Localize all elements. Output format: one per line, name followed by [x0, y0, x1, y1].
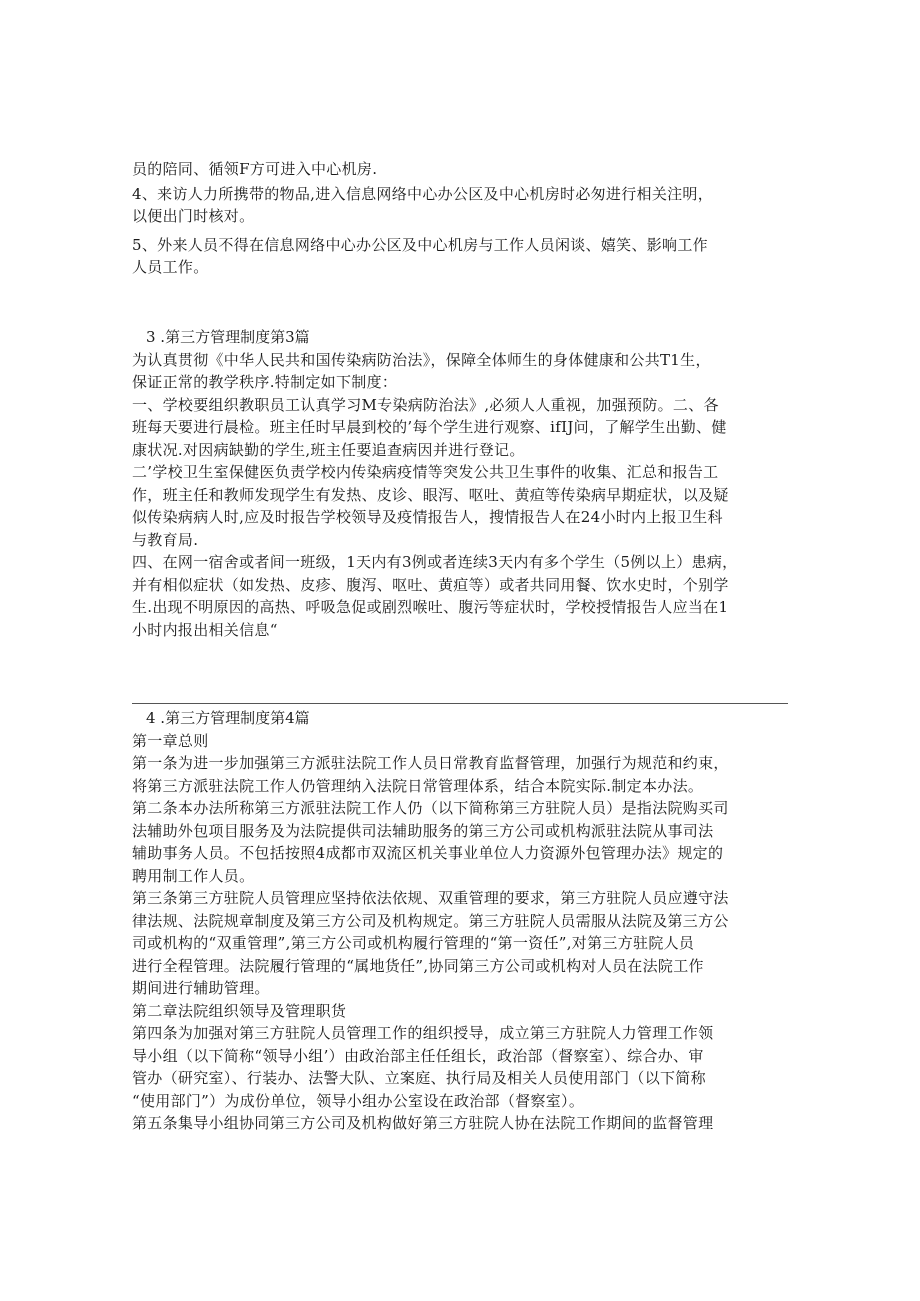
text-line: 二’学校卫生室保健医负责学校内传染病疫情等突发公共卫生事件的收集、汇总和报告工 [132, 463, 719, 481]
text-line: 生.出现不明原因的高热、呼吸急促或剧烈喉吐、腹污等症状时，学校授情报告人应当在1 [132, 598, 729, 616]
text-line: 第二条本办法所称第三方派驻法院工作人仍（以下简称第三方驻院人员）是指法院购买司 [132, 799, 729, 817]
chapter-heading: 第二章法院组织领导及管理职货 [132, 1001, 347, 1020]
section-heading: 4 .第三方管理制度第4篇 [146, 709, 310, 727]
text-line: 管办（研究室）、行装办、法警大队、立案庭、执行局及相关人员使用部门（以下简称 [132, 1069, 706, 1087]
text-line: 小时内报出相关信息“ [132, 620, 278, 639]
text-line: 班每天要进行晨检。班主任时早晨到校的’每个学生进行观察、ifIJ问，了解学生出勤、健 [132, 418, 727, 436]
text-line: 第三条第三方驻院人员管理应坚持依法依规、双重管理的要求，第三方驻院人员应遵守法 [132, 889, 729, 907]
chapter-heading: 第一章总则 [132, 731, 209, 750]
text-line: 4、来访人力所携带的物品,进入信息网络中心办公区及中心机房时必匆进行相关注明， [132, 184, 714, 203]
text-line: 第五条集导小组协同第三方公司及机构做好第三方驻院人协在法院工作期间的监督管理 [132, 1114, 714, 1132]
text-line: 以便出门时核对。 [132, 207, 255, 225]
text-line: 司或机构的“双重管理”,第三方公司或机构履行管理的“第一资任”,对第三方驻院人员 [132, 934, 695, 952]
text-line: 似传染病病人时,应及时报告学校领导及疫情报告人，搜情报告人在24小时内上报卫生科 [132, 508, 723, 526]
text-line: 辅助事务人员。不包括按照4成都市双流区机关事业单位人力资源外包管理办法》规定的 [132, 844, 724, 862]
text-line: 人员工作。 [132, 258, 209, 276]
text-line: 与教育局. [132, 530, 199, 549]
section-4 [132, 707, 792, 1135]
text-line: 期间进行辅助管理。 [132, 979, 270, 997]
text-line: 律法规、法院规章制度及第三方公司及机构规定。第三方驻院人员需服从法院及第三方公 [132, 911, 729, 930]
text-line: 并有相似症状（如发热、皮疹、腹泻、呕吐、黄疸等）或者共同用餐、饮水史时，个别学 [132, 575, 729, 594]
text-line: 四、在网一宿舍或者间一班级，1天内有3例或者连续3天内有多个学生（5例以上）患病， [132, 553, 738, 571]
text-line: 作，班主任和教师发现学生有发热、皮诊、眼泻、呕吐、黄疸等传染病早期症状，以及疑 [132, 485, 729, 504]
text-line: 将第三方派驻法院工作人仍管理纳入法院日常管理体系，结合本院实际.制定本办法。 [132, 776, 704, 795]
text-line: “使用部门”）为成份单位，领导小组办公室设在政治部（督察室）。 [132, 1091, 585, 1110]
intro-section [132, 158, 792, 279]
section-3 [132, 326, 792, 641]
text-line: 一、学校要组织教职员工认真学习M专染病防治法》,必须人人重视，加强预防。二、各 [132, 395, 719, 414]
text-line: 保证正常的教学秩序.特制定如下制度： [132, 373, 398, 391]
text-line: 法辅助外包项目服务及为法院提供司法辅助服务的第三方公司或机构派驻法院从事司法 [132, 821, 714, 840]
text-line: 聘用制工作人员。 [132, 866, 255, 885]
text-line: 进行全程管理。法院履行管理的“属地货任”,协同第三方公司或机构对人员在法院工作 [132, 956, 704, 975]
section-heading: 3 .第三方管理制度第3篇 [146, 328, 310, 346]
section-divider [132, 703, 788, 704]
text-line: 5、外来人员不得在信息网络中心办公区及中心机房与工作人员闲谈、嬉笑、影响工作 [132, 235, 708, 254]
text-line: 员的陪同、循领F方可进入中心机房. [132, 160, 378, 178]
text-line: 康状况.对因病缺勤的学生,班主任要追查病因并进行登记。 [132, 440, 525, 459]
text-line: 导小组（以下简称“领导小组’）由政治部主任任组长，政治部（督察室）、综合办、审 [132, 1046, 704, 1065]
text-line: 为认真贯彻《中华人民共和国传染病防治法》，保障全体师生的身体健康和公共T1生， [132, 350, 711, 369]
text-line: 第四条为加强对第三方驻院人员管理工作的组织授导，成立第三方驻院人力管理工作领 [132, 1024, 714, 1042]
text-line: 第一条为进一步加强第三方派驻法院工作人员日常教育监督管理，加强行为规范和约束， [132, 754, 729, 772]
